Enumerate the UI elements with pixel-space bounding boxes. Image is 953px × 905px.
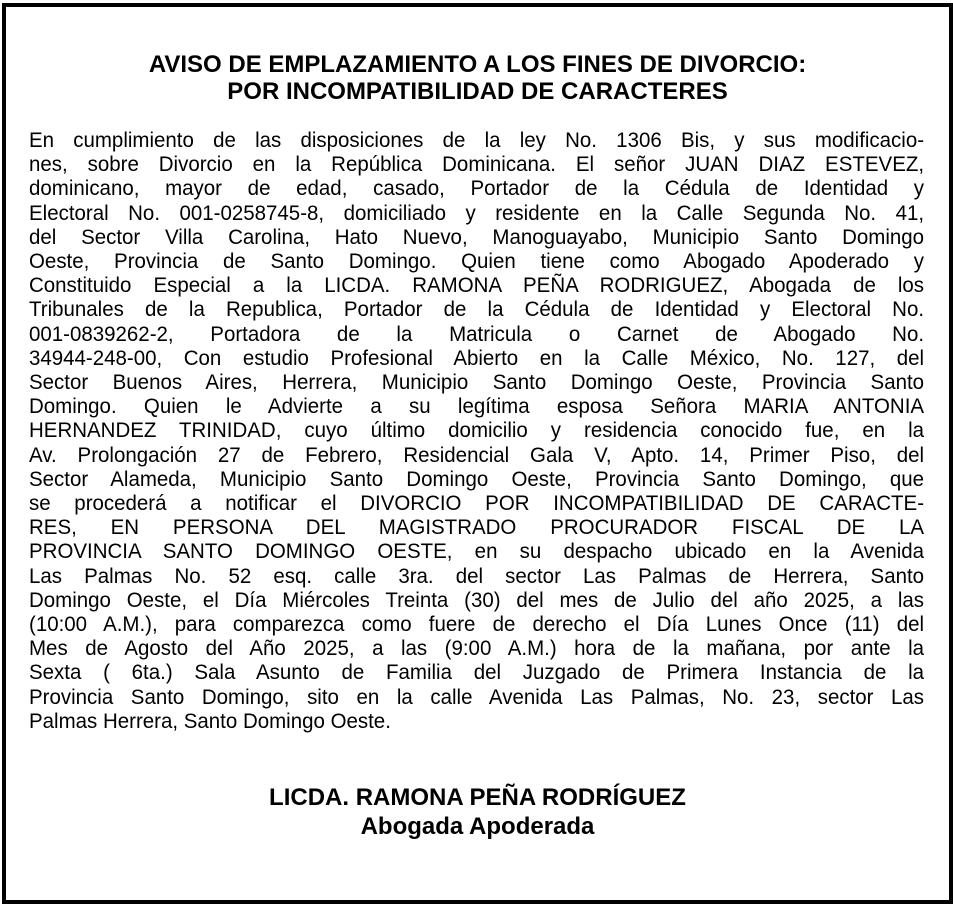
body-line: Domingo Oeste, el Día Miércoles Treinta (30) del mes de Julio del año 2025, a las — [29, 588, 925, 612]
signature-name: LICDA. RAMONA PEÑA RODRÍGUEZ — [269, 784, 686, 811]
title-line-2: POR INCOMPATIBILIDAD DE CARACTERES — [227, 78, 728, 105]
body-line: HERNANDEZ TRINIDAD, cuyo último domicilio y residencia conocido fue, en la — [29, 419, 925, 443]
body-line: Av. Prolongación 27 de Febrero, Residencial Gala V, Apto. 14, Primer Piso, del — [29, 443, 925, 467]
body-line: Mes de Agosto del Año 2025, a las (9:00 A.M.) hora de la mañana, por ante la — [29, 637, 925, 661]
body-line: Sexta ( 6ta.) Sala Asunto de Familia del Juzgado de Primera Instancia de la — [29, 661, 925, 685]
body-line: (10:00 A.M.), para comparezca como fuere de derecho el Día Lunes Once (11) del — [29, 613, 925, 637]
body-line: Sector Alameda, Municipio Santo Domingo Oeste, Provincia Santo Domingo, que — [29, 467, 925, 491]
body-line: dominicano, mayor de edad, casado, Portador de la Cédula de Identidad y — [29, 177, 925, 201]
body-line: del Sector Villa Carolina, Hato Nuevo, Manoguayabo, Municipio Santo Domingo — [29, 225, 925, 249]
body-line: 001-0839262-2, Portadora de la Matricula o Carnet de Abogado No. — [29, 322, 925, 346]
signature-role: Abogada Apoderada — [360, 813, 595, 840]
body-line: RES, EN PERSONA DEL MAGISTRADO PROCURADOR FISCAL DE LA — [29, 516, 925, 540]
notice-body — [29, 129, 924, 734]
body-line: se procederá a notificar el DIVORCIO POR INCOMPATIBILIDAD DE CARACTE- — [29, 492, 925, 516]
body-line: Tribunales de la Republica, Portador de la Cédula de Identidad y Electoral No. — [29, 298, 925, 322]
body-line: Domingo. Quien le Advierte a su legítima esposa Señora MARIA ANTONIA — [29, 395, 925, 419]
body-line: nes, sobre Divorcio en la República Dominicana. El señor JUAN DIAZ ESTEVEZ, — [29, 153, 925, 177]
body-line: PROVINCIA SANTO DOMINGO OESTE, en su despacho ubicado en la Avenida — [29, 540, 925, 564]
body-line: Sector Buenos Aires, Herrera, Municipio Santo Domingo Oeste, Provincia Santo — [29, 371, 925, 395]
body-line: Provincia Santo Domingo, sito en la calle Avenida Las Palmas, No. 23, sector Las — [29, 685, 925, 709]
body-line: En cumplimiento de las disposiciones de la ley No. 1306 Bis, y sus modificacio- — [29, 129, 925, 152]
body-line: Electoral No. 001-0258745-8, domiciliado y residente en la Calle Segunda No. 41, — [29, 201, 925, 225]
signature-block — [6, 783, 949, 841]
body-line: 34944-248-00, Con estudio Profesional Abierto en la Calle México, No. 127, del — [29, 346, 925, 370]
title-line-1: AVISO DE EMPLAZAMIENTO A LOS FINES DE DIVORCIO: — [148, 51, 807, 78]
body-line: Constituido Especial a la LICDA. RAMONA PEÑA RODRIGUEZ, Abogada de los — [29, 274, 925, 298]
body-line: Palmas Herrera, Santo Domingo Oeste. — [29, 709, 391, 733]
notice-title — [6, 51, 949, 105]
notice-frame — [2, 3, 953, 904]
body-line: Oeste, Provincia de Santo Domingo. Quien tiene como Abogado Apoderado y — [29, 250, 925, 274]
body-line: Las Palmas No. 52 esq. calle 3ra. del sector Las Palmas de Herrera, Santo — [29, 564, 925, 588]
